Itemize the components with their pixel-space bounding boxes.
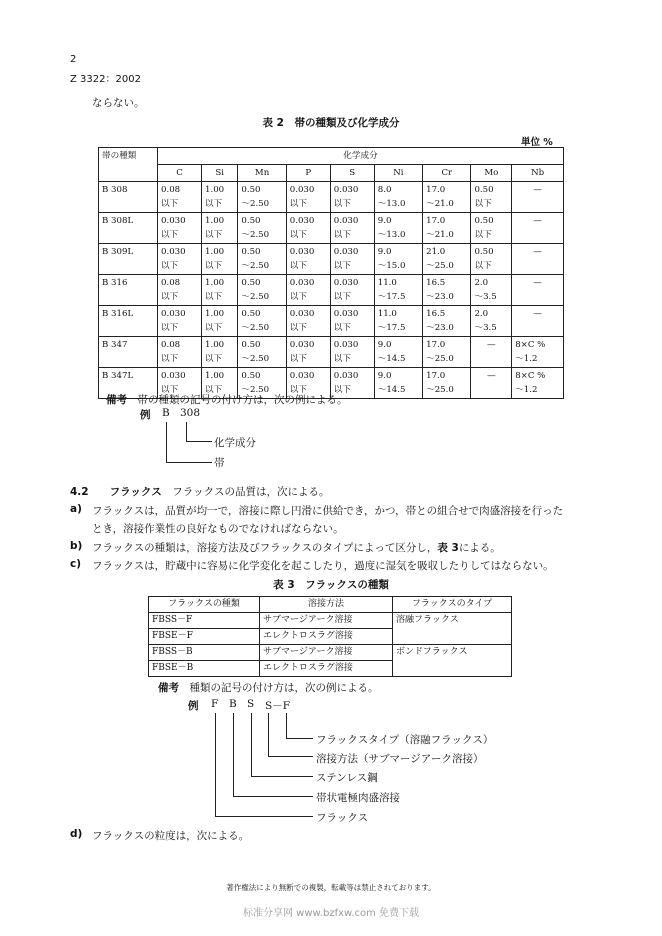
cell-line: — — [487, 371, 496, 381]
table2-value-cell — [471, 306, 512, 337]
table2-value-cell — [202, 337, 238, 368]
cell-line: 0.50 — [241, 309, 261, 319]
item-a-line1: フラックスは，品質が均一で，溶接に際し円滑に供給でき，かつ，帯との組合せで肉盛溶接を行った — [92, 505, 564, 517]
section-intro: フラックスの品質は，次による。 — [172, 486, 330, 498]
cell-line: 1.00 — [205, 309, 225, 319]
cell-line: 0.08 — [161, 185, 181, 195]
table2-header-group: 化学成分 — [158, 148, 564, 165]
table2-type-cell: B 308L — [99, 213, 158, 244]
cell-line: 9.0 — [377, 247, 392, 257]
bracket-line — [233, 713, 234, 797]
cell-line: 0.030 — [161, 216, 186, 226]
table-row — [99, 213, 564, 244]
cell-line: — — [533, 278, 542, 288]
cell-line: 0.08 — [161, 278, 181, 288]
cell-line: 9.0 — [377, 371, 392, 381]
cell-line: ～25.0 — [426, 261, 454, 271]
cell-line: 11.0 — [377, 278, 397, 288]
cell-line: 0.030 — [333, 309, 359, 319]
table2-label-chem: 化学成分 — [214, 437, 256, 449]
cell-line: — — [533, 247, 542, 257]
cell-line: ～13.0 — [377, 199, 406, 209]
cell-line — [474, 352, 508, 366]
table2-value-cell — [158, 306, 202, 337]
table2-value-cell — [202, 213, 238, 244]
table2-type-cell: B 308 — [99, 182, 158, 213]
table2-value-cell — [330, 337, 374, 368]
cell-line: ～2.50 — [241, 199, 270, 209]
table2-value-cell — [423, 368, 471, 399]
table2-value-cell — [512, 213, 564, 244]
cell-line: 以下 — [289, 385, 307, 395]
table2-type-cell: B 316 — [99, 275, 158, 306]
table2-value-cell — [374, 368, 422, 399]
item-b-label: b) — [70, 540, 83, 552]
cell-line: 0.50 — [241, 371, 261, 381]
table3-header-method: 溶接方法 — [260, 597, 393, 613]
table2-element-header: Cr — [423, 165, 471, 182]
table2-value-cell — [471, 275, 512, 306]
cell-line: ～25.0 — [426, 385, 454, 395]
cell-line: 以下 — [333, 199, 351, 209]
cell-line: 17.0 — [426, 371, 446, 381]
bracket-line — [251, 776, 313, 777]
cell-line: 以下 — [333, 261, 351, 271]
cell-line: 0.030 — [289, 247, 315, 257]
table-row — [99, 306, 564, 337]
table2-element-header: Mn — [238, 165, 286, 182]
table3-type-bonded: ボンドフラックス — [393, 645, 512, 677]
table2-value-cell — [286, 244, 330, 275]
item-a-line2: とき，溶接作業性の良好なものでなければならない。 — [92, 523, 344, 535]
cell-line: 0.50 — [241, 216, 261, 226]
cell-line: 0.50 — [474, 247, 494, 257]
cell-line: 以下 — [289, 292, 307, 302]
table2-value-cell — [471, 244, 512, 275]
bracket-line — [286, 713, 287, 739]
table2-element-header: P — [286, 165, 330, 182]
table2-example-num: 308 — [180, 407, 201, 419]
table2-element-header: Nb — [512, 165, 564, 182]
table2-value-cell — [374, 244, 422, 275]
table2-element-header: S — [330, 165, 374, 182]
table3-header-flux-type: フラックスのタイプ — [393, 597, 512, 613]
table2-value-cell — [512, 244, 564, 275]
cell-line: 1.00 — [205, 247, 225, 257]
table2-value-cell — [286, 306, 330, 337]
table2-value-cell — [471, 213, 512, 244]
cell-line: 0.50 — [241, 278, 261, 288]
table2-example-b: B — [162, 407, 170, 419]
cell-line: 以下 — [333, 385, 351, 395]
cell-line: 0.030 — [333, 247, 359, 257]
section-title: フラックス — [109, 486, 162, 498]
cell-line: 21.0 — [426, 247, 446, 257]
table2-value-cell — [512, 368, 564, 399]
cell-line: 0.030 — [289, 216, 315, 226]
table2-value-cell — [238, 337, 286, 368]
cell-line — [515, 228, 560, 242]
table2-value-cell — [512, 275, 564, 306]
cell-line: 1.00 — [205, 278, 225, 288]
table3-cell: サブマージアーク溶接 — [260, 613, 393, 629]
table3-label-method: 溶接方法（サブマージアーク溶接） — [316, 753, 484, 765]
cell-line: 以下 — [289, 354, 307, 364]
cell-line: 以下 — [205, 261, 223, 271]
bracket-line — [215, 713, 216, 817]
item-b-text — [92, 540, 501, 555]
cell-line: 以下 — [161, 354, 179, 364]
item-b-text-1: フラックスの種類は，溶接方法及びフラックスのタイプによって区分し， — [92, 542, 438, 554]
table3-header-type: フラックスの種類 — [149, 597, 260, 613]
table2-value-cell — [423, 182, 471, 213]
cell-line: ～25.0 — [426, 354, 454, 364]
cell-line: 0.50 — [474, 185, 494, 195]
cell-line: 0.030 — [289, 309, 315, 319]
cell-line: 以下 — [205, 323, 223, 333]
table2-value-cell — [330, 213, 374, 244]
cell-line: 以下 — [205, 230, 223, 240]
cell-line: 以下 — [474, 199, 492, 209]
table2 — [98, 147, 564, 399]
table3-title: 表 3 フラックスの種類 — [273, 579, 389, 591]
cell-line: — — [533, 309, 542, 319]
cell-line — [515, 290, 560, 304]
table3-remark — [158, 680, 379, 695]
cell-line: ～2.50 — [241, 261, 270, 271]
table2-element-header: Si — [202, 165, 238, 182]
table-row — [99, 182, 564, 213]
item-c-label: c) — [70, 558, 82, 570]
table-row — [99, 244, 564, 275]
cell-line: 8.0 — [377, 185, 392, 195]
cell-line: 17.0 — [426, 340, 446, 350]
cell-line — [474, 383, 508, 397]
cell-line: 以下 — [289, 230, 307, 240]
cell-line: 以下 — [205, 385, 223, 395]
table3-cell: FBSE－F — [149, 629, 260, 645]
table3-example-letter: S — [247, 698, 255, 710]
bracket-line — [268, 756, 313, 757]
cell-line: ～17.5 — [377, 323, 406, 333]
bracket-line — [268, 713, 269, 757]
cell-line: 以下 — [161, 292, 179, 302]
cell-line: 0.50 — [474, 216, 494, 226]
cell-line: 0.08 — [161, 340, 181, 350]
cell-line: 17.0 — [426, 185, 446, 195]
cell-line: 1.00 — [205, 371, 225, 381]
cell-line: 0.030 — [333, 340, 359, 350]
cell-line: 8×C % — [515, 371, 546, 381]
cell-line: ～3.5 — [474, 323, 497, 333]
table2-remark — [106, 392, 348, 407]
table3-example-label: 例 — [188, 700, 199, 712]
cell-line: — — [533, 185, 542, 195]
table2-label-strip: 帯 — [214, 457, 225, 469]
item-d-text: フラックスの粒度は，次による。 — [92, 830, 250, 842]
cell-line: 0.030 — [333, 185, 359, 195]
cell-line: 以下 — [474, 230, 492, 240]
table3-cell: エレクトロスラグ溶接 — [260, 629, 393, 645]
cell-line — [515, 321, 560, 335]
cell-line: 0.030 — [333, 216, 359, 226]
table2-value-cell — [202, 275, 238, 306]
table2-value-cell — [471, 368, 512, 399]
cell-line: 16.5 — [426, 309, 446, 319]
table3-example-letter: B — [229, 698, 237, 710]
bracket-line — [286, 738, 313, 739]
item-b-text-2: による。 — [458, 542, 501, 554]
table2-value-cell — [238, 306, 286, 337]
table-row — [149, 645, 512, 661]
cell-line: 以下 — [205, 354, 223, 364]
table2-value-cell — [158, 337, 202, 368]
table2-element-header: Mo — [471, 165, 512, 182]
bracket-line — [166, 462, 212, 463]
cell-line: 0.030 — [161, 247, 186, 257]
table2-type-cell: B 316L — [99, 306, 158, 337]
table3-cell: サブマージアーク溶接 — [260, 645, 393, 661]
cell-line: 以下 — [289, 261, 307, 271]
cell-line: — — [533, 216, 542, 226]
table2-example-label: 例 — [140, 409, 151, 421]
item-a-label: a) — [70, 503, 82, 515]
table2-type-cell: B 347 — [99, 337, 158, 368]
cell-line: ～1.2 — [515, 385, 538, 395]
cell-line: ～2.50 — [241, 292, 270, 302]
cell-line: 0.030 — [333, 371, 359, 381]
table2-value-cell — [238, 213, 286, 244]
cell-line: ～14.5 — [377, 354, 406, 364]
table2-remark-label: 備考 — [106, 394, 127, 406]
cell-line: 0.030 — [289, 278, 315, 288]
table2-value-cell — [286, 182, 330, 213]
cell-line: 0.50 — [241, 247, 261, 257]
table2-value-cell — [202, 182, 238, 213]
intro-tail-text: ならない。 — [92, 97, 145, 109]
table2-value-cell — [238, 182, 286, 213]
cell-line: 以下 — [205, 199, 223, 209]
table2-unit: 単位 % — [521, 137, 553, 148]
table3-cell: FBSE－B — [149, 661, 260, 677]
table2-value-cell — [158, 213, 202, 244]
cell-line: 1.00 — [205, 185, 225, 195]
cell-line: 以下 — [161, 230, 179, 240]
table2-value-cell — [158, 182, 202, 213]
cell-line: 以下 — [205, 292, 223, 302]
cell-line — [515, 197, 560, 211]
cell-line: 8×C % — [515, 340, 546, 350]
watermark-text: 标准分享网 www.bzfxw.com 免费下载 — [243, 908, 419, 919]
cell-line: 以下 — [289, 199, 307, 209]
table2-value-cell — [423, 337, 471, 368]
cell-line: ～13.0 — [377, 230, 406, 240]
cell-line: ～2.50 — [241, 385, 270, 395]
cell-line: ～2.50 — [241, 230, 270, 240]
table2-value-cell — [202, 306, 238, 337]
cell-line: 1.00 — [205, 216, 225, 226]
cell-line: 0.030 — [289, 340, 315, 350]
table3-cell: エレクトロスラグ溶接 — [260, 661, 393, 677]
table3-example-letter: F — [211, 698, 219, 710]
cell-line: ～2.50 — [241, 354, 270, 364]
cell-line: ～2.50 — [241, 323, 270, 333]
cell-line: 以下 — [333, 323, 351, 333]
table2-value-cell — [202, 244, 238, 275]
table2-remark-text: 帯の種類の記号の付け方は，次の例による。 — [137, 394, 348, 406]
table3-label-flux: フラックス — [316, 812, 369, 824]
table2-value-cell — [238, 275, 286, 306]
bracket-line — [251, 713, 252, 777]
table2-value-cell — [512, 306, 564, 337]
cell-line: 0.030 — [289, 371, 315, 381]
table2-value-cell — [330, 182, 374, 213]
table2-value-cell — [330, 306, 374, 337]
cell-line: 0.030 — [161, 309, 186, 319]
table2-value-cell — [158, 275, 202, 306]
table2-value-cell — [374, 306, 422, 337]
cell-line: ～3.5 — [474, 292, 497, 302]
table2-value-cell — [471, 337, 512, 368]
table2-header-type: 帯の種類 — [99, 148, 158, 182]
cell-line: 0.030 — [161, 371, 186, 381]
item-c-text: フラックスは，貯蔵中に容易に化学変化を起こしたり，過度に湿気を吸収したりしてはならない。 — [92, 560, 554, 572]
table2-element-header: Ni — [374, 165, 422, 182]
cell-line — [515, 259, 560, 273]
page-number: 2 — [70, 54, 77, 65]
cell-line: ～15.0 — [377, 261, 406, 271]
cell-line: 17.0 — [426, 216, 446, 226]
cell-line: 2.0 — [474, 309, 489, 319]
cell-line: ～1.2 — [515, 354, 538, 364]
table3-cell: FBSS－F — [149, 613, 260, 629]
table3-example-letter: S－F — [265, 700, 290, 712]
table2-value-cell — [286, 213, 330, 244]
table2-value-cell — [423, 244, 471, 275]
cell-line: 1.00 — [205, 340, 225, 350]
table3 — [148, 596, 512, 677]
cell-line: 以下 — [333, 230, 351, 240]
cell-line: 9.0 — [377, 216, 392, 226]
cell-line: ～21.0 — [426, 199, 454, 209]
cell-line: 以下 — [161, 385, 179, 395]
cell-line: 0.030 — [333, 278, 359, 288]
cell-line: 0.50 — [241, 185, 261, 195]
bracket-line — [186, 441, 212, 442]
table2-value-cell — [471, 182, 512, 213]
cell-line: 16.5 — [426, 278, 446, 288]
cell-line: 以下 — [161, 261, 179, 271]
table3-label-strip-overlay: 帯状電極肉盛溶接 — [316, 792, 400, 804]
table2-value-cell — [423, 306, 471, 337]
table3-label-flux-type: フラックスタイプ（溶融フラックス） — [316, 734, 494, 746]
cell-line: 0.50 — [241, 340, 261, 350]
table2-element-header: C — [158, 165, 202, 182]
copyright-footer: 著作権法により無断での複製，転載等は禁止されております。 — [226, 883, 436, 892]
section-heading — [70, 484, 329, 499]
table2-value-cell — [158, 244, 202, 275]
table2-type-cell: B 347L — [99, 368, 158, 399]
cell-line: ～21.0 — [426, 230, 454, 240]
cell-line: ～17.5 — [377, 292, 406, 302]
table2-value-cell — [238, 244, 286, 275]
cell-line: 以下 — [333, 292, 351, 302]
table2-title: 表 2 帯の種類及び化学成分 — [262, 117, 400, 129]
cell-line: 以下 — [161, 199, 179, 209]
bracket-line — [166, 422, 167, 463]
cell-line: 9.0 — [377, 340, 392, 350]
cell-line: 以下 — [333, 354, 351, 364]
table2-value-cell — [512, 337, 564, 368]
section-number: 4.2 — [70, 486, 89, 498]
cell-line: 以下 — [161, 323, 179, 333]
table3-type-fused: 溶融フラックス — [393, 613, 512, 645]
bracket-line — [186, 422, 187, 442]
table2-value-cell — [512, 182, 564, 213]
table3-remark-label: 備考 — [158, 682, 179, 694]
table2-value-cell — [286, 275, 330, 306]
cell-line: 以下 — [474, 261, 492, 271]
cell-line: 0.030 — [289, 185, 315, 195]
table2-value-cell — [423, 275, 471, 306]
cell-line: ～23.0 — [426, 292, 454, 302]
table3-cell: FBSS－B — [149, 645, 260, 661]
table2-value-cell — [423, 213, 471, 244]
table2-value-cell — [374, 182, 422, 213]
cell-line: ～23.0 — [426, 323, 454, 333]
table2-type-cell: B 309L — [99, 244, 158, 275]
table2-value-cell — [374, 275, 422, 306]
document-code: Z 3322：2002 — [70, 74, 141, 85]
item-b-table-ref: 表 3 — [437, 542, 459, 554]
cell-line: 以下 — [289, 323, 307, 333]
cell-line: ～14.5 — [377, 385, 406, 395]
table2-value-cell — [374, 213, 422, 244]
table3-remark-text: 種類の記号の付け方は，次の例による。 — [189, 682, 379, 694]
bracket-line — [215, 816, 313, 817]
table-row — [99, 337, 564, 368]
item-d-label: d) — [70, 828, 83, 840]
table2-value-cell — [330, 275, 374, 306]
table2-value-cell — [330, 244, 374, 275]
cell-line: — — [487, 340, 496, 350]
table2-value-cell — [374, 337, 422, 368]
table-row — [99, 275, 564, 306]
table2-value-cell — [286, 337, 330, 368]
cell-line: 2.0 — [474, 278, 489, 288]
bracket-line — [233, 796, 313, 797]
table3-label-stainless: ステンレス鋼 — [316, 772, 378, 784]
table-row — [149, 613, 512, 629]
cell-line: 11.0 — [377, 309, 397, 319]
